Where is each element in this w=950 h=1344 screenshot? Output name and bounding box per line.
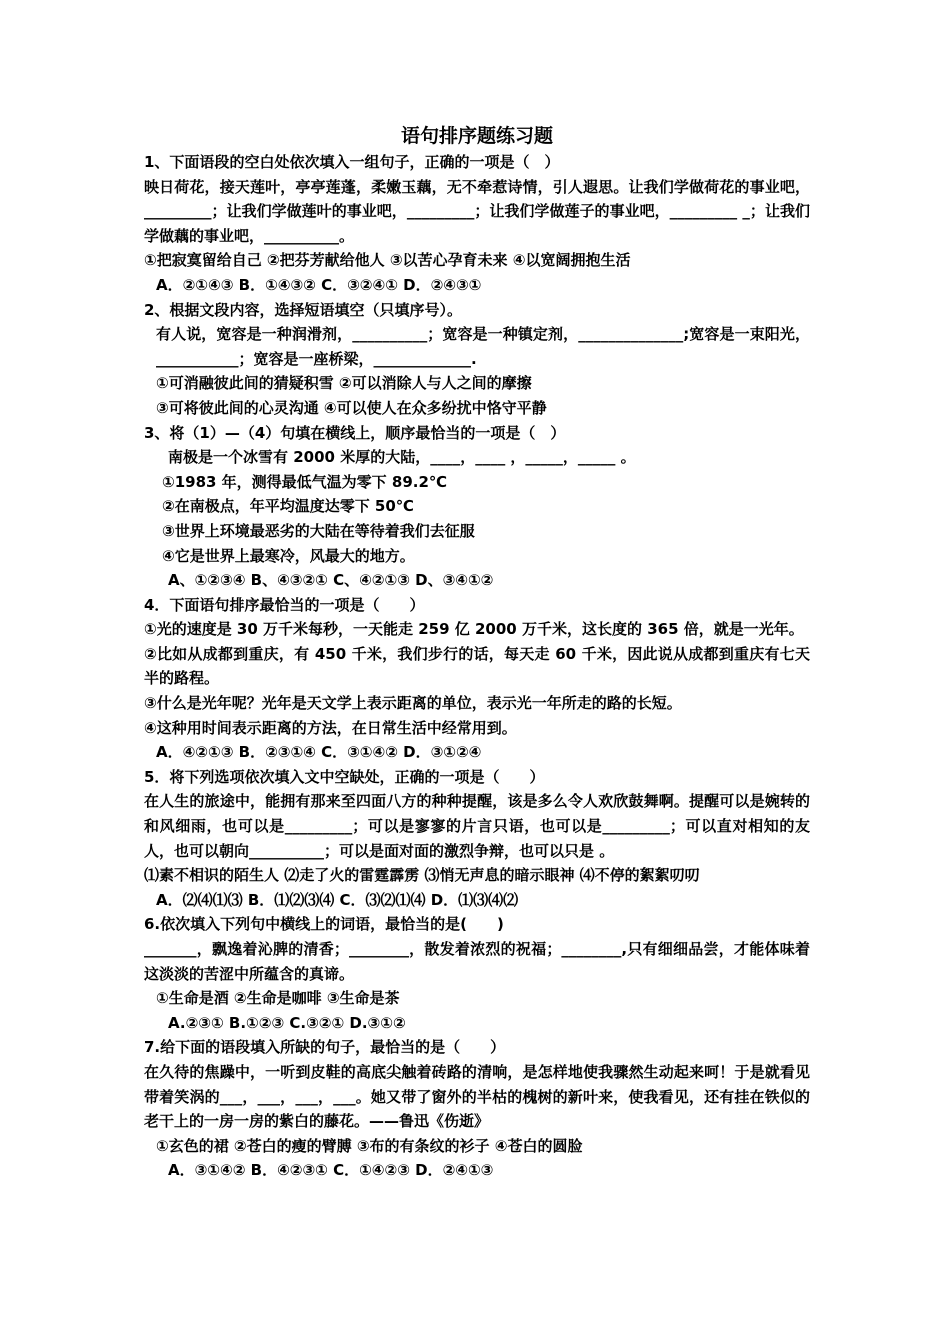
q7-choices: A．③①④② B．④②③① C．①④②③ D．②④①③ — [168, 1161, 494, 1180]
page-title: 语句排序题练习题 — [400, 125, 553, 147]
q6-options: ①生命是酒 ②生命是咖啡 ③生命是茶 — [156, 989, 400, 1008]
q2-passage: 有人说，宽容是一种润滑剂，__________；宽容是一种镇定剂，______________;宽容是一束阳光，___________；宽容是一座桥梁，_____________. — [156, 325, 810, 368]
q4-sentence-2: ②比如从成都到重庆，有 450 千米，我们步行的话，每天走 60 千米，因此说从成都到重庆有七天半的路程。 — [144, 644, 810, 688]
q3-choices: A、①②③④ B、④③②① C、④②①③ D、③④①② — [168, 571, 494, 590]
q1-choices: A．②①④③ B．①④③② C．③②④① D．②④③① — [156, 275, 482, 294]
q2-options-1: ①可消融彼此间的猜疑积雪 ②可以消除人与人之间的摩擦 — [156, 374, 532, 393]
q5-stem: 5．将下列选项依次填入文中空缺处，正确的一项是（ ） — [144, 767, 545, 786]
q5-options: ⑴素不相识的陌生人 ⑵走了火的雷霆霹雳 ⑶悄无声息的暗示眼神 ⑷不停的絮絮叨叨 — [144, 866, 700, 885]
q1-stem: 1、下面语段的空白处依次填入一组句子，正确的一项是（ ） — [144, 153, 560, 171]
q5-choices: A．⑵⑷⑴⑶ B．⑴⑵⑶⑷ C．⑶⑵⑴⑷ D．⑴⑶⑷⑵ — [156, 890, 519, 909]
q6-stem: 6.依次填入下列句中横线上的词语，最恰当的是( ) — [144, 915, 504, 934]
q4-sentence-3: ③什么是光年呢？光年是天文学上表示距离的单位，表示光一年所走的路的长短。 — [144, 694, 682, 713]
q7-stem: 7.给下面的语段填入所缺的句子，最恰当的是（ ） — [144, 1038, 506, 1057]
q1-passage: 映日荷花，接天莲叶，亭亭莲蓬，柔嫩玉藕，无不牵惹诗情，引人遐思。让我们学做荷花的事业吧，_________；让我们学做莲叶的事业吧，_________；让我们学做莲子的事业吧，_________ _；让我们学做藕的事业吧，__________。 — [144, 177, 810, 245]
q3-stem: 3、将（1）—（4）句填在横线上，顺序最恰当的一项是（ ） — [144, 423, 566, 442]
q6-passage: _______，飘逸着沁脾的清香；________，散发着浓烈的祝福；________,只有细细品尝，才能体味着这淡淡的苦涩中所蕴含的真谛。 — [144, 940, 810, 983]
q7-options: ①玄色的裙 ②苍白的瘦的臂膊 ③布的有条纹的衫子 ④苍白的圆脸 — [156, 1136, 583, 1155]
q4-sentence-1: ①光的速度是 30 万千米每秒，一天能走 259 亿 2000 万千米，这长度的 365 倍，就是一光年。 — [144, 620, 804, 639]
q2-stem: 2、根据文段内容，选择短语填空（只填序号）。 — [144, 300, 462, 319]
q3-sentence-2: ②在南极点，年平均温度达零下 50℃ — [162, 497, 414, 516]
q7-passage: 在久待的焦躁中，一听到皮鞋的高底尖触着砖路的清响，是怎样地使我骤然生动起来呵！于是就看见带着笑涡的___，___，___，___。她又带了窗外的半枯的槐树的新叶来，使我看见，还有挂在铁似的老干上的一房一房的紫白的藤花。——鲁迅《伤逝》 — [144, 1062, 810, 1131]
worksheet-page — [144, 122, 810, 1183]
q4-stem: 4．下面语句排序最恰当的一项是（ ） — [144, 595, 425, 614]
q3-sentence-1: ①1983 年，测得最低气温为零下 89.2℃ — [162, 472, 448, 491]
q3-sentence-4: ④它是世界上最寒冷，风最大的地方。 — [162, 546, 415, 565]
q3-passage: 南极是一个冰雪有 2000 米厚的大陆，____，____ ，_____，_____ 。 — [168, 448, 636, 467]
q5-passage: 在人生的旅途中，能拥有那来至四面八方的种种提醒，该是多么令人欢欣鼓舞啊。提醒可以是婉转的和风细雨，也可以是_________；可以是寥寥的片言只语，也可以是_________；可以直对相知的友人，也可以朝向__________；可以是面对面的激烈争辩，也可以只是 。 — [144, 792, 810, 860]
q1-options: ①把寂寞留给自己 ②把芬芳献给他人 ③以苦心孕育未来 ④以宽阔拥抱生活 — [144, 251, 631, 270]
q3-sentence-3: ③世界上环境最恶劣的大陆在等待着我们去征服 — [162, 521, 475, 540]
q2-options-2: ③可将彼此间的心灵沟通 ④可以使人在众多纷扰中恪守平静 — [156, 398, 547, 417]
q4-sentence-4: ④这种用时间表示距离的方法，在日常生活中经常用到。 — [144, 718, 517, 737]
q4-choices: A．④②①③ B．②③①④ C．③①④② D．③①②④ — [156, 743, 482, 762]
q6-choices: A.②③① B.①②③ C.③②① D.③①② — [168, 1013, 406, 1032]
